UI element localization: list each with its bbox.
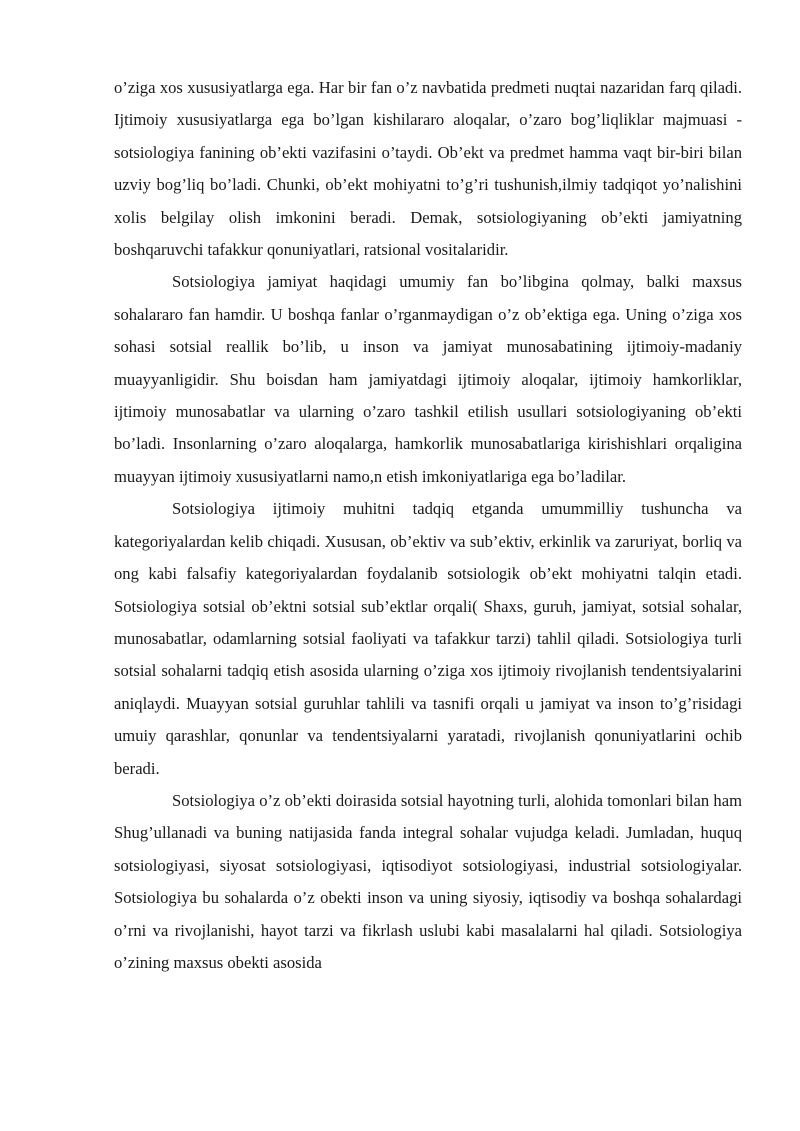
paragraph-categories: Sotsiologiya ijtimoiy muhitni tadqiq etganda umummilliy tushuncha va kategoriyalardan kelib chiqadi. Xususan, ob’ektiv va sub’ektiv, erkinlik va zaruriyat, borliq va ong kabi falsafiy kategoriyalardan foydalanib sotsiologik ob’ekt mohiyatni talqin etadi. Sotsiologiya sotsial ob’ektni sotsial sub’ektlar orqali( Shaxs, guruh, jamiyat, sotsial sohalar, munosabatlar, odamlarning sotsial faoliyati va tafakkur tarzi) tahlil qiladi. Sotsiologiya turli sotsial sohalarni tadqiq etish asosida ularning o’ziga xos ijtimoiy rivojlanish tendentsiyalarini aniqlaydi. Muayyan sotsial guruhlar tahlili va tasnifi orqali u jamiyat va inson to’g’risidagi umuiy qarashlar, qonunlar va tendentsiyalarni yaratadi, rivojlanish qonuniyatlarini ochib beradi. xyxy=(114,499,742,778)
paragraph-object-definition: o’ziga xos xususiyatlarga ega. Har bir fan o’z navbatida predmeti nuqtai nazaridan farq qiladi. Ijtimoiy xususiyatlarga ega bo’lgan kishilararo aloqalar, o’zaro bog’liqliklar majmuasi - sotsiologiya fanining ob’ekti vazifasini o’taydi. Ob’ekt va predmet hamma vaqt bir-biri bilan uzviy bog’liq bo’ladi. Chunki, ob’ekt mohiyatni to’g’ri tushunish,ilmiy tadqiqot yo’nalishini xolis belgilay olish imkonini beradi. Demak, sotsiologiyaning ob’ekti jamiyatning boshqaruvchi tafakkur qonuniyatlari, ratsional vositalaridir. xyxy=(114,78,742,260)
paragraph-interdisciplinary: Sotsiologiya jamiyat haqidagi umumiy fan bo’libgina qolmay, balki maxsus sohalararo fan hamdir. U boshqa fanlar o’rganmaydigan o’z ob’ektiga ega. Uning o’ziga xos sohasi sotsial reallik bo’lib, u inson va jamiyat munosabatining ijtimoiy-madaniy muayyanligidir. Shu boisdan ham jamiyatdagi ijtimoiy aloqalar, ijtimoiy hamkorliklar, ijtimoiy munosabatlar va ularning o’zaro tashkil etilish usullari sotsiologiyaning ob’ekti bo’ladi. Insonlarning o’zaro aloqalarga, hamkorlik munosabatlariga kirishishlari orqaligina muayyan ijtimoiy xususiyatlarni namo,n etish imkoniyatlariga ega bo’ladilar. xyxy=(114,272,742,486)
paragraph-integral-fields: Sotsiologiya o’z ob’ekti doirasida sotsial hayotning turli, alohida tomonlari bilan ham Shug’ullanadi va buning natijasida fanda integral sohalar vujudga keladi. Jumladan, huquq sotsiologiyasi, siyosat sotsiologiyasi, iqtisodiyot sotsiologiyasi, industrial sotsiologiyalar. Sotsiologiya bu sohalarda o’z obekti inson va uning siyosiy, iqtisodiy va boshqa sohalardagi o’rni va rivojlanishi, hayot tarzi va fikrlash uslubi kabi masalalarni hal qiladi. Sotsiologiya o’zining maxsus obekti asosida xyxy=(114,790,742,972)
document-page xyxy=(114,72,742,979)
